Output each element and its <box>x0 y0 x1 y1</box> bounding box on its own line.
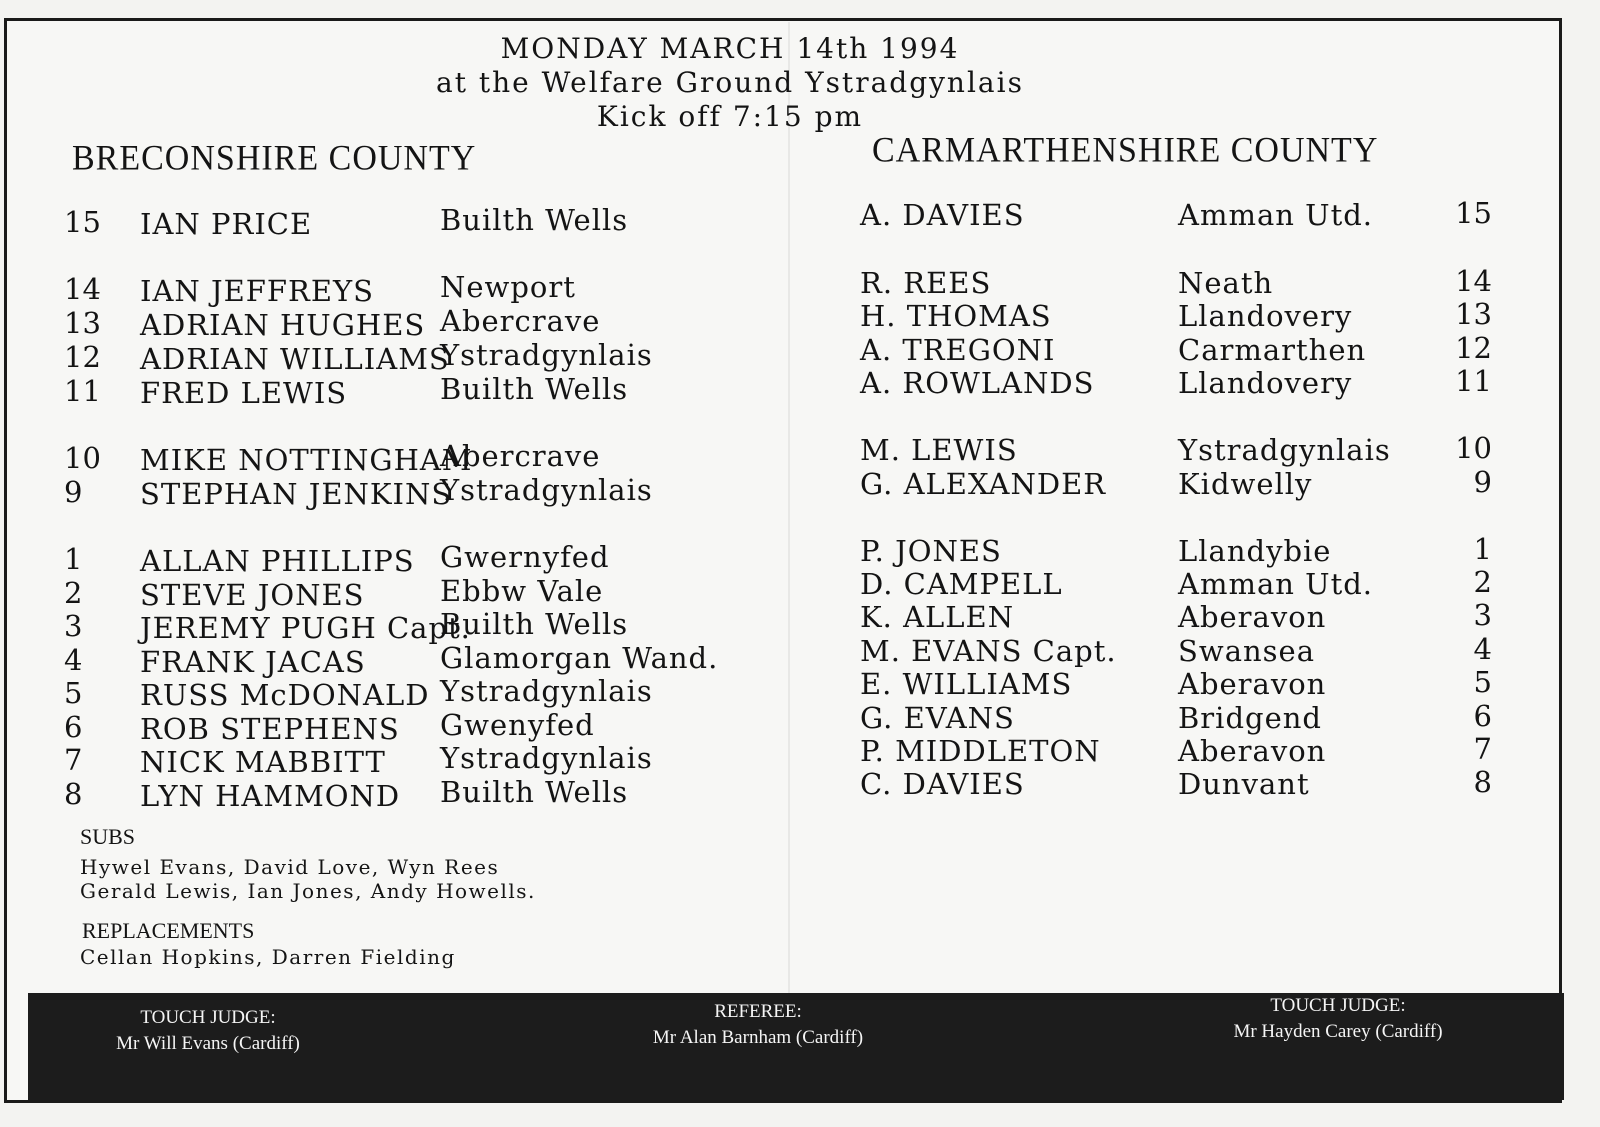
player-club: Ystradgynlais <box>440 473 653 507</box>
official-role: TOUCH JUDGE: <box>1270 995 1406 1016</box>
away-team-title: CARMARTHENSHIRE COUNTY <box>872 131 1379 170</box>
player-name: ROB STEPHENS <box>140 712 400 746</box>
player-name: A. DAVIES <box>860 198 1025 232</box>
player-number: 2 <box>64 576 83 610</box>
player-name: G. EVANS <box>860 701 1015 735</box>
player-club: Llandovery <box>1178 366 1353 400</box>
player-number: 12 <box>1455 331 1492 365</box>
replacements-list: Cellan Hopkins, Darren Fielding <box>80 945 456 969</box>
subs-line: Gerald Lewis, Ian Jones, Andy Howells. <box>80 879 536 903</box>
player-club: Amman Utd. <box>1178 567 1374 601</box>
player-name: IAN PRICE <box>140 207 313 241</box>
player-name: RUSS McDONALD <box>140 678 430 712</box>
subs-line: Hywel Evans, David Love, Wyn Rees <box>80 855 500 879</box>
player-club: Ystradgynlais <box>440 741 653 775</box>
player-name: C. DAVIES <box>860 767 1025 801</box>
player-name: FRANK JACAS <box>140 645 366 679</box>
player-club: Swansea <box>1178 634 1315 668</box>
player-club: Abercrave <box>440 439 601 473</box>
player-number: 14 <box>1455 264 1492 298</box>
player-club: Gwernyfed <box>440 540 610 574</box>
player-name: ADRIAN WILLIAMS <box>140 342 450 376</box>
player-number: 15 <box>64 205 101 239</box>
player-number: 6 <box>64 710 83 744</box>
player-club: Ebbw Vale <box>440 574 604 608</box>
player-club: Builth Wells <box>440 775 629 809</box>
player-club: Newport <box>440 270 576 304</box>
subs-list <box>80 855 536 903</box>
player-name: P. MIDDLETON <box>860 734 1101 768</box>
official-name: Mr Hayden Carey (Cardiff) <box>1233 1021 1443 1042</box>
player-club: Llandybie <box>1178 534 1332 568</box>
player-number: 13 <box>1455 297 1492 331</box>
official-name: Mr Will Evans (Cardiff) <box>116 1033 300 1054</box>
player-name: MIKE NOTTINGHAM <box>140 443 473 477</box>
player-number: 14 <box>64 272 101 306</box>
player-number: 8 <box>64 777 83 811</box>
player-name: LYN HAMMOND <box>140 779 401 813</box>
player-club: Gwenyfed <box>440 708 595 742</box>
match-venue: at the Welfare Ground Ystradgynlais <box>436 66 1024 99</box>
player-name: G. ALEXANDER <box>860 467 1107 501</box>
kick-off-time: Kick off 7:15 pm <box>596 100 864 133</box>
player-name: A. TREGONI <box>860 333 1056 367</box>
touch-judge-left <box>58 1005 358 1057</box>
official-role: REFEREE: <box>714 1001 802 1022</box>
player-number: 6 <box>1473 699 1492 733</box>
player-club: Amman Utd. <box>1178 198 1374 232</box>
player-club: Builth Wells <box>440 607 629 641</box>
player-club: Dunvant <box>1178 767 1310 801</box>
player-name: IAN JEFFREYS <box>140 274 375 308</box>
player-name: ADRIAN HUGHES <box>140 308 426 342</box>
player-name: E. WILLIAMS <box>860 667 1073 701</box>
player-number: 3 <box>64 609 83 643</box>
player-name: ALLAN PHILLIPS <box>140 544 415 578</box>
player-club: Ystradgynlais <box>440 338 653 372</box>
player-number: 5 <box>64 676 83 710</box>
player-club: Ystradgynlais <box>440 674 653 708</box>
player-club: Builth Wells <box>440 203 629 237</box>
player-number: 8 <box>1473 765 1492 799</box>
player-number: 1 <box>64 542 83 576</box>
player-name: JEREMY PUGH Capt. <box>140 611 471 645</box>
player-name: H. THOMAS <box>860 299 1052 333</box>
player-number: 11 <box>1455 364 1492 398</box>
official-name: Mr Alan Barnham (Cardiff) <box>652 1027 864 1048</box>
player-club: Llandovery <box>1178 299 1353 333</box>
player-number: 11 <box>64 374 101 408</box>
player-club: Abercrave <box>440 304 601 338</box>
player-name: NICK MABBITT <box>140 745 386 779</box>
home-team-title: BRECONSHIRE COUNTY <box>72 139 477 178</box>
match-header <box>360 32 1100 134</box>
player-club: Aberavon <box>1178 667 1327 701</box>
referee <box>588 999 928 1051</box>
replacements-title: REPLACEMENTS <box>82 918 255 943</box>
player-number: 4 <box>1473 632 1492 666</box>
player-number: 10 <box>64 441 101 475</box>
player-name: FRED LEWIS <box>140 376 348 410</box>
player-name: P. JONES <box>860 534 1002 568</box>
player-number: 5 <box>1473 665 1492 699</box>
player-name: STEVE JONES <box>140 578 365 612</box>
player-club: Builth Wells <box>440 372 629 406</box>
player-number: 3 <box>1473 598 1492 632</box>
player-number: 13 <box>64 306 101 340</box>
player-number: 12 <box>64 340 101 374</box>
player-club: Bridgend <box>1178 701 1322 735</box>
page-fold <box>788 22 790 1080</box>
player-number: 7 <box>1473 732 1492 766</box>
player-club: Kidwelly <box>1178 467 1313 501</box>
officials-bar <box>28 993 1564 1100</box>
subs-title: SUBS <box>80 824 136 849</box>
player-name: K. ALLEN <box>860 600 1015 634</box>
match-date: MONDAY MARCH 14th 1994 <box>500 32 960 65</box>
player-name: A. ROWLANDS <box>860 366 1095 400</box>
official-role: TOUCH JUDGE: <box>140 1007 276 1028</box>
player-number: 7 <box>64 743 83 777</box>
touch-judge-right <box>1178 993 1498 1045</box>
player-name: R. REES <box>860 266 992 300</box>
player-name: STEPHAN JENKINS <box>140 477 453 511</box>
player-number: 9 <box>64 475 83 509</box>
player-club: Glamorgan Wand. <box>440 641 719 675</box>
player-number: 10 <box>1455 431 1492 465</box>
player-name: M. EVANS Capt. <box>860 634 1117 668</box>
player-club: Carmarthen <box>1178 333 1367 367</box>
player-number: 4 <box>64 643 83 677</box>
player-club: Aberavon <box>1178 600 1327 634</box>
player-club: Neath <box>1178 266 1274 300</box>
player-name: D. CAMPELL <box>860 567 1063 601</box>
player-club: Ystradgynlais <box>1178 433 1391 467</box>
player-number: 9 <box>1473 465 1492 499</box>
player-number: 2 <box>1473 565 1492 599</box>
player-name: M. LEWIS <box>860 433 1018 467</box>
player-number: 1 <box>1473 532 1492 566</box>
player-club: Aberavon <box>1178 734 1327 768</box>
player-number: 15 <box>1455 196 1492 230</box>
